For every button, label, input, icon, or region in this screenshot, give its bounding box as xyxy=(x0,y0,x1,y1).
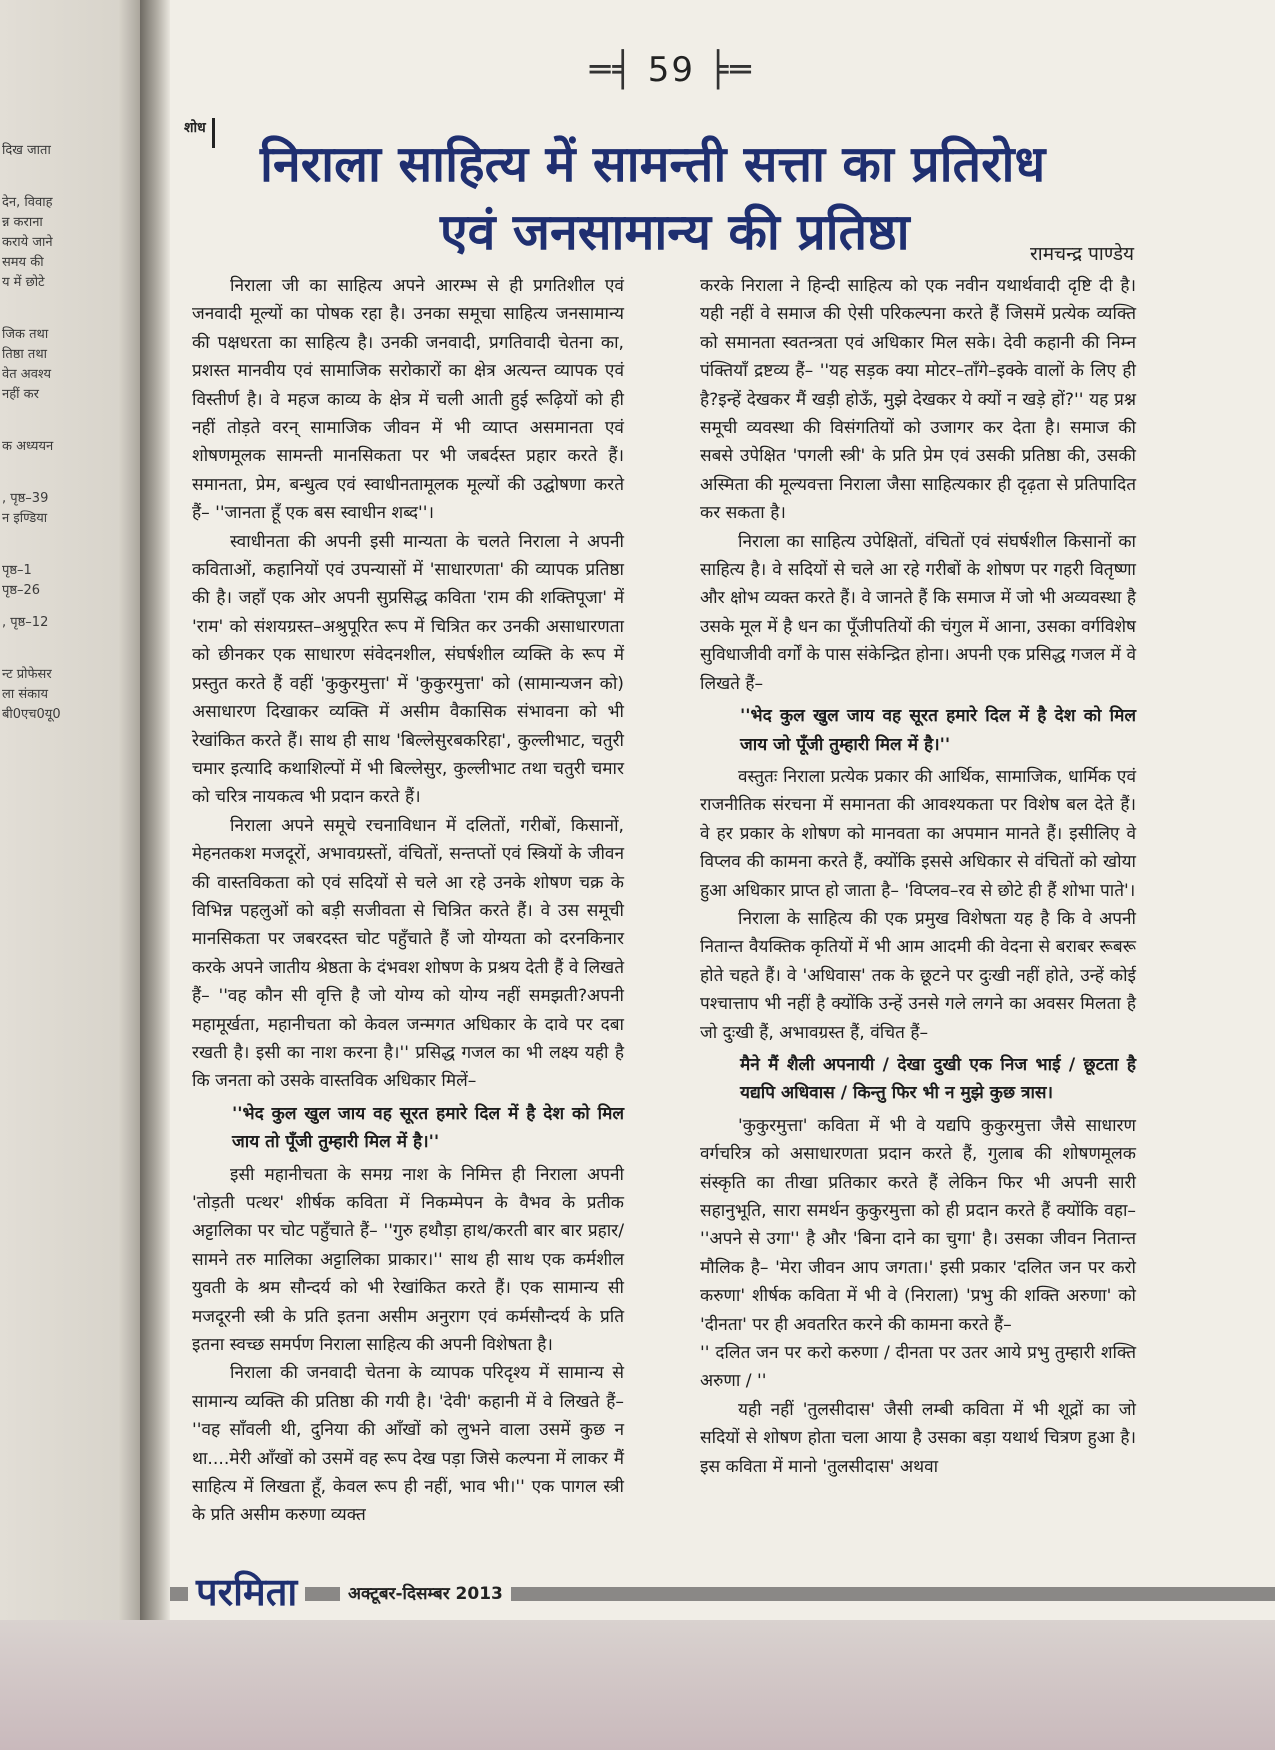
adjacent-page-text: पृष्ठ–26 xyxy=(2,583,41,598)
scan-edge xyxy=(0,1620,1275,1750)
paragraph: निराला जी का साहित्य अपने आरम्भ से ही प्रगतिशील एवं जनवादी मूल्यों का पोषक रहा है। उनका समूचा साहित्य जनसामान्य की पक्षधरता का साहित्य है। उनकी जनवादी, प्रगतिवादी चेतना का, प्रशस्त मानवीय एवं सामाजिक सरोकारों का क्षेत्र अत्यन्त व्यापक एवं विस्तीर्ण है। वे महज काव्य के क्षेत्र में चली आती हुई रूढ़ियों को ही नहीं तोड़ते वरन् सामाजिक जीवन में भी व्याप्त असमानता एवं शोषणमूलक सामन्ती मानसिकता पर भी जबर्दस्त प्रहार करते हैं। समानता, प्रेम, बन्धुत्व एवं स्वाधीनतामूलक मूल्यों की उद्घोषणा करते हैं– ''जानता हूँ एक बस स्वाधीन शब्द''। xyxy=(192,276,624,524)
quote-block: ''भेद कुल खुल जाय वह सूरत हमारे दिल में है देश को मिल जाय तो पूँजी तुम्हारी मिल में है।'' xyxy=(232,1103,624,1153)
section-label: शोध xyxy=(184,118,215,148)
issue-date: अक्टूबर-दिसम्बर 2013 xyxy=(340,1581,511,1604)
author-name: रामचन्द्र पाण्डेय xyxy=(1030,243,1135,265)
adjacent-page-text: समय की xyxy=(2,255,44,270)
adjacent-page-text: वेत अवश्य xyxy=(2,367,51,382)
paragraph: यही नहीं 'तुलसीदास' जैसी लम्बी कविता में भी शूद्रों का जो सदियों से शोषण होता चला आया है उसका बड़ा यथार्थ चित्रण हुआ है। इस कविता में मानो 'तुलसीदास' अथवा xyxy=(700,1399,1136,1477)
document-page xyxy=(170,0,1275,1750)
page-footer xyxy=(170,1570,1275,1614)
article-title-line2: एवं जनसामान्य की प्रतिष्ठा xyxy=(440,203,910,261)
adjacent-page-text: न इण्डिया xyxy=(2,511,48,526)
adjacent-page-text: ला संकाय xyxy=(2,687,48,702)
adjacent-page-text: नहीं कर xyxy=(2,387,39,402)
right-column xyxy=(700,272,1136,1481)
adjacent-page-text: जिक तथा xyxy=(2,327,49,342)
quote-block: ''भेद कुल खुल जाय वह सूरत हमारे दिल में है देश को मिल जाय जो पूँजी तुम्हारी मिल में है।'' xyxy=(740,706,1136,755)
paragraph: निराला की जनवादी चेतना के व्यापक परिदृश्य में सामान्य से सामान्य व्यक्ति की प्रतिष्ठा की गयी है। 'देवी' कहानी में वे लिखते हैं– ''वह साँवली थी, दुनिया की आँखों को लुभने वाला उसमें कुछ न था....मेरी आँखों को उसमें वह रूप देख पड़ा जिसे कल्पना में लाकर मैं साहित्य में लिखता हूँ, केवल रूप ही नहीं, भाव भी।'' एक पागल स्त्री के प्रति असीम करुणा व्यक्त xyxy=(192,1363,624,1526)
page-number: ═╡ 59 ╞═ xyxy=(590,50,753,90)
paragraph: इसी महानीचता के समग्र नाश के निमित्त ही निराला अपनी 'तोड़ती पत्थर' शीर्षक कविता में निकम्मेपन के वैभव के प्रतीक अट्टालिका पर चोट पहुँचाते हैं– ''गुरु हथौड़ा हाथ/करती बार बार प्रहार/सामने तरु मालिका अट्टालिका प्राकार।'' साथ ही साथ एक कर्मशील युवती के श्रम सौन्दर्य को भी रेखांकित करते हैं। एक सामान्य सी मजदूरनी स्त्री के प्रति इतना असीम अनुराग एवं कर्मसौन्दर्य के प्रति इतना स्वच्छ समर्पण निराला साहित्य की अपनी विशेषता है। xyxy=(192,1164,624,1356)
paragraph: करके निराला ने हिन्दी साहित्य को एक नवीन यथार्थवादी दृष्टि दी है। यही नहीं वे समाज की ऐसी परिकल्पना करते हैं जिसमें प्रत्येक व्यक्ति को समानता स्वतन्त्रता एवं अधिकार मिल सके। देवी कहानी की निम्न पंक्तियाँ द्रष्टव्य हैं– ''यह सड़क क्या मोटर–ताँगे–इक्के वालों के लिए ही है?इन्हें देखकर मैं खड़ी होऊँ, मुझे देखकर ये क्यों न खड़े हों?'' यह प्रश्न समूची व्यवस्था की विसंगतियों को उजागर कर देता है। समाज की सबसे उपेक्षित 'पगली स्त्री' के प्रति प्रेम एवं उसकी प्रतिष्ठा की, उसकी अस्मिता की मूल्यवत्ता निराला जैसा साहित्यकार ही दृढ़ता से प्रतिपादित कर सकता है। xyxy=(700,276,1136,524)
adjacent-page-text: पृष्ठ–1 xyxy=(2,563,32,578)
left-column xyxy=(192,272,624,1530)
adjacent-page-text: , पृष्ठ–39 xyxy=(2,491,49,506)
magazine-name: परमिता xyxy=(188,1573,305,1611)
paragraph: निराला के साहित्य की एक प्रमुख विशेषता यह है कि वे अपनी नितान्त वैयक्तिक कृतियों में भी आम आदमी की वेदना से बराबर रूबरू होते चहते हैं। वे 'अधिवास' तक के छूटने पर दुःखी नहीं होते, उन्हें कोई पश्चात्ताप भी नहीं है क्योंकि उन्हें उनसे गले लगने का अवसर मिलता है जो दुःखी हैं, अभावग्रस्त हैं, वंचित हैं– xyxy=(700,908,1136,1043)
adjacent-page-text: , पृष्ठ–12 xyxy=(2,615,49,630)
page-gutter xyxy=(140,0,170,1750)
adjacent-page-text: क अध्ययन xyxy=(2,439,54,454)
article-title-line1: निराला साहित्य में सामन्ती सत्ता का प्रतिरोध xyxy=(260,135,1046,193)
adjacent-page-fragment xyxy=(0,0,148,1750)
footer-bar xyxy=(170,1587,1275,1601)
paragraph: '' दलित जन पर करो करुणा / दीनता पर उतर आये प्रभु तुम्हारी शक्ति अरुणा / '' xyxy=(700,1343,1136,1392)
paragraph: निराला अपने समूचे रचनाविधान में दलितों, गरीबों, किसानों, मेहनतकश मजदूरों, अभावग्रस्तों, वंचितों, सन्तप्तों एवं स्त्रियों के जीवन की वास्तविकता को एवं सदियों से चले आ रहे उनके शोषण चक्र के विभिन्न पहलुओं को बड़ी सजीवता से चित्रित करते हैं। वे उस समूची मानसिकता पर जबरदस्त चोट पहुँचाते हैं जो योग्यता को दरनकिनार करके अपने जातीय श्रेष्ठता के दंभवश शोषण के प्रश्रय देती हैं वे लिखते हैं– ''वह कौन सी वृत्ति है जो योग्य को योग्य नहीं समझती?अपनी महामूर्खता, महानीचता को केवल जन्मगत अधिकार के दावे पर दबा रखती है। इसी का नाश करना है।'' प्रसिद्ध गजल का भी लक्ष्य यही है कि जनता को उसके वास्तविक अधिकार मिलें– xyxy=(192,815,624,1092)
adjacent-page-text: बी0एच0यू0 xyxy=(2,707,61,722)
paragraph: वस्तुतः निराला प्रत्येक प्रकार की आर्थिक, सामाजिक, धार्मिक एवं राजनीतिक संरचना में समानता की आवश्यकता पर विशेष बल देते हैं। वे हर प्रकार के शोषण को मानवता का अपमान मानते हैं। इसीलिए वे विप्लव की कामना करते हैं, क्योंकि इससे अधिकार से वंचितों को खोया हुआ अधिकार प्राप्त हो जाता है– 'विप्लव–रव से छोटे ही हैं शोभा पाते'। xyxy=(700,766,1136,901)
adjacent-page-text: तिष्ठा तथा xyxy=(2,347,48,362)
paragraph: 'कुकुरमुत्ता' कविता में भी वे यद्यपि कुकुरमुत्ता जैसे साधारण वर्गचरित्र को असाधारणता प्रदान करते हैं, गुलाब की शोषणमूलक संस्कृति का तीखा प्रतिकार करते हैं लेकिन फिर भी अपनी सारी सहानुभूति, सारा समर्थन कुकुरमुत्ता को ही प्रदान करते हैं क्योंकि वहा– ''अपने से उगा'' है और 'बिना दाने का चुगा' है। उसका जीवन नितान्त मौलिक है– 'मेरा जीवन आप जगता।' इसी प्रकार 'दलित जन पर करो करुणा' शीर्षक कविता में भी वे (निराला) 'प्रभु की शक्ति अरुणा' को 'दीनता' पर ही अवतरित करने की कामना करते हैं– xyxy=(700,1115,1136,1335)
adjacent-page-text: य में छोटे xyxy=(2,275,45,290)
adjacent-page-text: दिख जाता xyxy=(2,143,51,158)
adjacent-page-text: कराये जाने xyxy=(2,235,53,250)
quote-block: मैने मैं शैली अपनायी / देखा दुखी एक निज भाई / छूटता है यद्यपि अधिवास / किन्तु फिर भी न मुझे कुछ त्रास। xyxy=(740,1054,1136,1104)
adjacent-page-text: न्न कराना xyxy=(2,215,43,230)
paragraph: स्वाधीनता की अपनी इसी मान्यता के चलते निराला ने अपनी कविताओं, कहानियों एवं उपन्यासों में 'साधारणता' की व्यापक प्रतिष्ठा की है। जहाँ एक ओर अपनी सुप्रसिद्ध कविता 'राम की शक्तिपूजा' में 'राम' को संशयग्रस्त–अश्रुपूरित रूप में चित्रित कर उनकी असाधारणता को छीनकर एक साधारण संवेदनशील, संघर्षशील व्यक्ति के रूप में प्रस्तुत करते हैं वहीं 'कुकुरमुत्ता' में 'कुकुरमुत्ता' को (सामान्यजन को) असाधारण दिखाकर व्यक्ति में असीम वैकासिक संभावना को भी रेखांकित करते हैं। साथ ही साथ 'बिल्लेसुरबकरिहा', कुल्लीभाट, चतुरी चमार इत्यादि कथाशिल्पों में भी बिल्लेसुर, कुल्लीभाट तथा चतुरी चमार को चरित्र नायकत्व भी प्रदान करते हैं। xyxy=(192,531,624,808)
adjacent-page-text: देन, विवाह xyxy=(2,195,53,210)
adjacent-page-text: न्ट प्रोफेसर xyxy=(2,667,52,682)
paragraph: निराला का साहित्य उपेक्षितों, वंचितों एवं संघर्षशील किसानों का साहित्य है। वे सदियों से चले आ रहे गरीबों के शोषण पर गहरी वितृष्णा और क्षोभ व्यक्त करते हैं। वे जानते हैं कि समाज में जो भी अव्यवस्था है उसके मूल में है धन का पूँजीपतियों की चंगुल में आना, उसका वर्गविशेष सुविधाजीवी वर्गों के पास संकेन्द्रित होना। अपनी एक प्रसिद्ध गजल में वे लिखते हैं– xyxy=(700,531,1136,694)
